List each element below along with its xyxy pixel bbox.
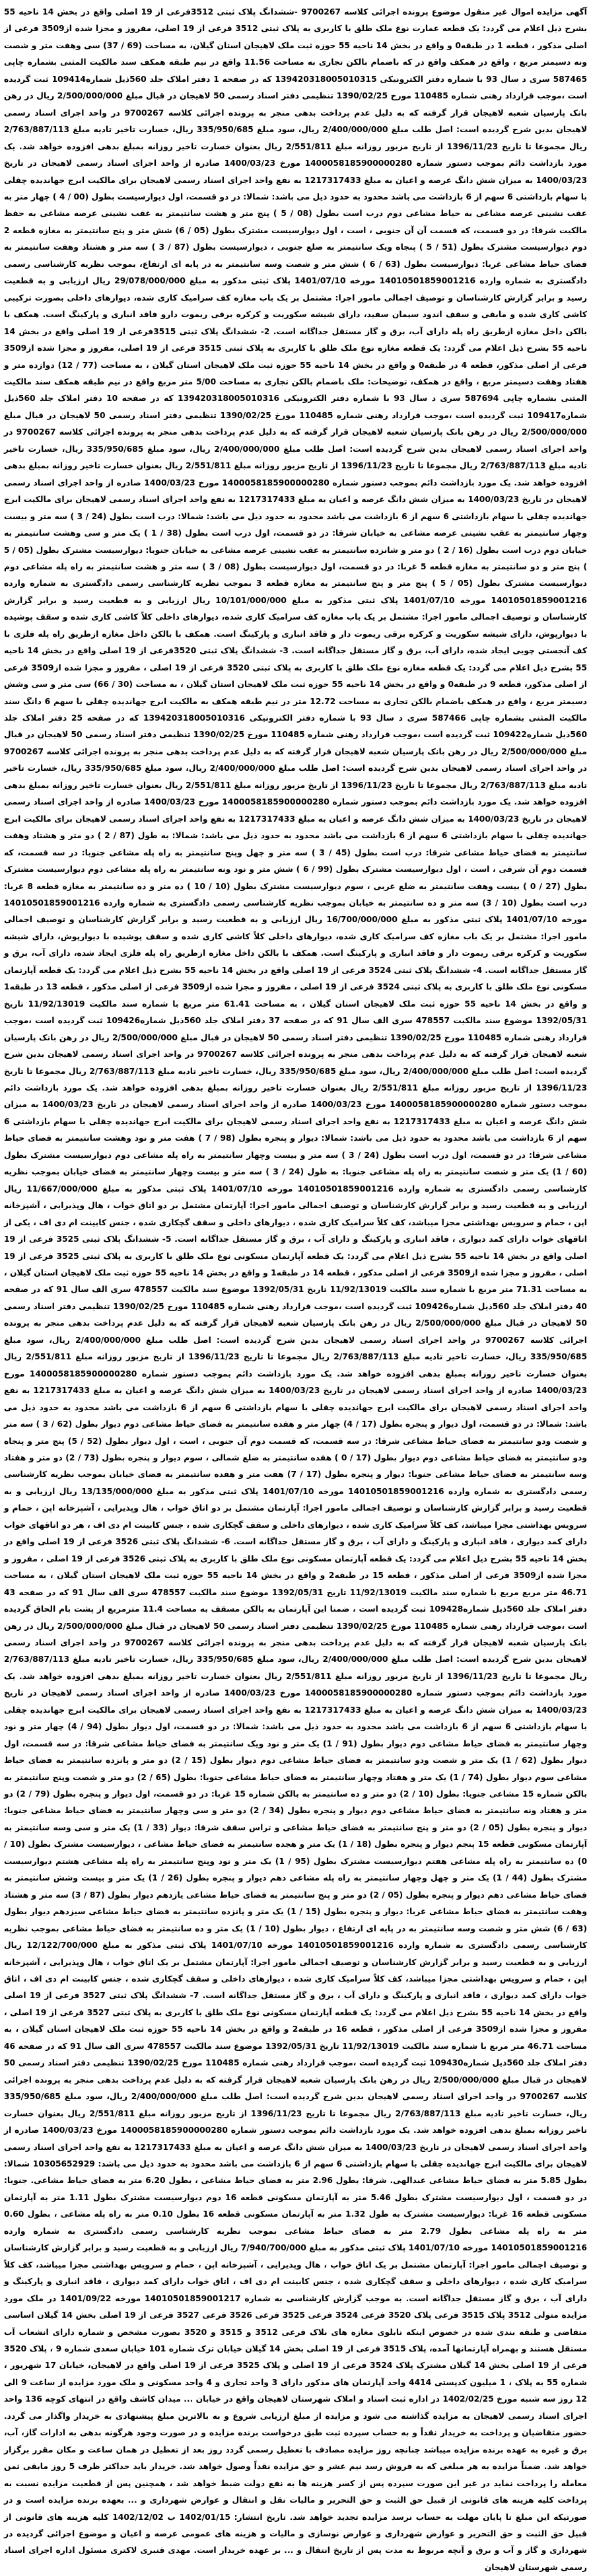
auction-notice-text: آگهی مزایده اموال غیر منقول موضوع پرونده اجرائی کلاسه 9700267 -ششدانگ پلاک ثبتی 3512فرعی از 19 اصلی واقع در بخش 14 ناحیه 55 بشرح ذیل اعلام می گردد: یک قطعه عمارت نوع ملک طلق با کاربری به پلاک ثبتی 3512 فرعی از 19 اصلی، مفروز و مجزا شده از3509 فرعی از اصلی مذکور ، قطعه 1 در طبقه0 و واقع در بخش 14 ناحیه 55 حوزه ثبت ملک لاهیجان استان گیلان، به مساحت (69 / 37) سی وهفت متر و شصت ونه دسیمتر مربع ، واقع در همکف واقع در که باضمام بالکن تجاری به مساحت 11.56 واقع در نیم طبقه همکف سند مالکیت المثنی بشماره چاپی 587465 سری د سال 93 با شماره دفتر الکترونیکی 139420318005010315 که در صفحه 1 دفتر املاک جلد 560ذیل شماره109414 ثبت گردیده است ،موجب قرارداد رهنی شماره 110485 مورخ 1390/02/25 تنظیمی دفتر اسناد رسمی 50 لاهیجان در قبال مبلغ 2/500/000/000 ریال در رهن بانک پارسیان شعبه لاهیجان قرار گرفته که به دلیل عدم پرداخت بدهی منجر به پرونده اجرائی کلاسه 9700267 در واحد اجرای اسناد رسمی لاهیجان بدین شرح گردیده است: اصل طلب مبلغ 2/400/000/000 ریال، سود مبلغ 335/950/685 ریال، خسارت تاخیر تادیه مبلغ 2/763/887/113 ریال مجموعا تا تاریخ 1396/11/23 از تاریخ مزبور روزانه مبلغ 2/551/811 ریال بعنوان خسارت تاخیر روزانه بمبلغ بدهی افزوده خواهد شد. یک مورد بازداشت دائم بموجب دستور شماره 1400058185900000280 مورخ 1400/03/23 صادره از واحد اجرای اسناد رسمی لاهیجان در تاریخ 1400/03/23 به میزان شش دانگ عرصه و اعیان به مبلغ 1217317433 به نفع واحد اجرای اسناد رسمی لاهیجان برای مالکیت ابرج جهاندیده چقلی با سهام بازداشتی 6 سهم از 6 بازداشت می باشد محدود به حدود ذیل می باشد: شمالا: در دو قسمت، اول دیوارسیست بطول (00 / 4 ) چهار متر به عقب نشینی عرصه مشاعی به حیاط مشاعی دوم درب است بطول (08 / 5 ) پنج متر و هشت سانتیمتر به عقب نشینی عرصه مشاعی به حفظ مالکیت شرقا: در دو قسمت، که قسمت آن آن جنوبی ، است ، اول دیوارسیست مشترک بطول (05 / 6) شش متر و پنج سانتیمتر به مغازه قطعه 2 دوم دیوارسیست مشترک بطول (51 / 5 ) پنجاه ویک سانتیمتر به ضلع جنوبی ، دیوارسیست بطول (87 / 3 ) سه متر و هشتاد وهفت سانتیمتر به فضای حیاط مشاعی غربا: دیوارسیست بطول (63 / 6 ) شش متر و شصت وسه سانتیمتر به در پایه ای ارتفاع، بموجب نظریه کارشناسی رسمی دادگستری به شماره وارده 14010501859001216 مورخه 1401/07/10 پلاک ثبتی مذکور به مبلغ 29/078/000/000 ریال ارزیابی و به قطعیت رسید و برابر گزارش کارشناسان و توصیف اجمالی مامور اجرا: مشتمل بر یک باب مغازه کف سرامیک کاری شده، دیوارهای داخلی بصورت ترکیبی کاشی کاری شده و مابقی و سقف اندود سیمان سفید، دارای شیشه سکوریت و کرکره برقی ریموت دارو فاقد انباری و پارکینگ است. همکف با بالکن داخل مغازه ازطریق راه پله دارای آب، برق و گاز مستقل جداگانه است. 2- ششدانگ پلاک ثبتی 3515فرعی از 19 اصلی واقع در بخش 14 ناحیه 55 بشرح ذیل اعلام می گردد: یک قطعه مغازه نوع ملک طلق با کاربری به پلاک ثبتی 3515 فرعی از 19 اصلی، مفروز و مجزا شده از3509 فرعی از اصلی مذکور، قطعه 4 در طبقه0 و واقع در بخش 14 ناحیه 55 حوزه ثبت ملک لاهیجان استان گیلان ، به مساحت (77 / 12) دوازده متر و هفتاد وهفت دسیمتر مربع ، واقع در همکف، توضیحات: ملک باضمام بالکن تجاری به مساحت 5/00 متر مربع واقع در نیم طبقه همکف سند مالکیت المثنی بشماره چاپی 587694 سری د سال 93 با شماره دفتر الکترونیکی 139420318005010316 که در صفحه 10 دفتر املاک جلد 560ذیل شماره109417 ثبت گردیده است ،موجب قرارداد رهنی شماره 110485 مورخ 1390/02/25 تنظیمی دفتر اسناد رسمی 50 لاهیجان در قبال مبلغ 2/500/000/000 ریال در رهن بانک پارسیان شعبه لاهیجان قرار گرفته که به دلیل عدم پرداخت بدهی منجر به پرونده اجرائی کلاسه 9700267 در واحد اجرای اسناد رسمی لاهیجان بدین شرح گردیده است: اصل طلب مبلغ 2/400/000/000 ریال، سود مبلغ 335/950/685 ریال، خسارت تاخیر تادیه مبلغ 2/763/887/113 ریال مجموعا تا تاریخ 1396/11/23 از تاریخ مزبور روزانه مبلغ 2/551/811 ریال بعنوان خسارت تاخیر روزانه بمبلغ بدهی افزوده خواهد شد. یک مورد بازداشت دائم بموجب دستور شماره 1400058185900000280 مورخ 1400/03/23 صادره از واحد اجرای اسناد رسمی لاهیجان در تاریخ 1400/03/23 به میزان شش دانگ عرصه و اعیان به مبلغ 1217317433 به نفع واحد اجرای اسناد رسمی لاهیجان برای مالکیت ابرج جهاندیده چقلی با سهام بازداشتی 6 سهم از 6 بازداشت می باشد محدود به حدود ذیل می باشد: شمالا: درب است بطول (24 / 3 ) سه متر و بیست وچهار سانتیمتر به عقب نشینی عرصه مشاعی به خیابان شرقا: در دو قسمت، اول درب است بطول (38 / 1 ) یک متر و سی وهشت سانتیمتر به خیابان دوم درب است بطول (16 / 2 ) دو متر و شانزده سانتیمتر به عقب نشینی عرصه مشاعی به خیابان جنوبا: دیوارسیست مشترک بطول (05 / 5 ) پنج متر و دو سانتیمتر به مغازه قطعه 5 غربا: در دو قسمت، اول دیوارسیست بطول (08 / 3 ) سه متر و هشت سانتیمتر به راه پله مشاعی دوم دیوارسیست مشترک بطول (05 / 5 ) پنج متر و پنج سانتیمتر به مغازه قطعه 3 بموجب نظریه کارشناسی رسمی دادگستری به شماره وارده 14010501859001216 مورخه 1401/07/10 پلاک ثبتی مذکور به مبلغ 10/101/000/000 ریال ارزیابی و به قطعیت رسید و برابر گزارش کارشناسان و توصیف اجمالی مامور اجرا: مشتمل بر یک باب مغازه کف سرامیک کاری شده، دیوارهای داخلی کلاً کاشی کاری شده و سقف پوشیده با دیوارپوش، دارای شیشه سکوریت و کرکره برقی ریموت دار و فاقد انباری و پارکینگ است. همکف با بالکن داخل مغازه ازطریق راه پله فلزی با کف آنجستی چوبی ایجاد شده، دارای آب، برق و گاز مستقل جداگانه است. 3- ششدانگ پلاک ثبتی 3520فرعی از 19 اصلی واقع در بخش 14 ناحیه 55 بشرح ذیل اعلام می گردد: یک قطعه مغازه نوع ملک طلق با کاربری به پلاک ثبتی 3520 فرعی از 19 اصلی ، مفروز و مجزا شده از3509 فرعی از اصلی مذکور، قطعه 9 در طبقه0 و واقع در بخش 14 ناحیه 55 حوزه ثبت ملک لاهیجان استان گیلان ، به مساحت (30 / 66) سی متر و سی وشش دسیمتر مربع ، واقع در همکف باضمام بالکن تجاری به مساحت 12.72 متر در نیم طبقه همکف به مالکیت ابرج جهاندیده چقلی با سهم 6 دانگ سند مالکیت المثنی بشماره چاپی 587466 سری د سال 93 با شماره دفتر الکترونیکی 139420318005010316 که در صفحه 25 دفتر املاک جلد 560ذیل شماره109422 ثبت گردیده است ،موجب قرارداد رهنی شماره 110485 مورخ 1390/02/25 تنظیمی دفتر اسناد رسمی 50 لاهیجان در قبال مبلغ 2/500/000/000 ریال در رهن بانک پارسیان شعبه لاهیجان قرار گرفته که به دلیل عدم پرداخت بدهی منجر به پرونده اجرائی کلاسه 9700267 در واحد اجرای اسناد رسمی لاهیجان بدین شرح گردیده است: اصل طلب مبلغ 2/400/000/000 ریال، سود مبلغ 335/950/685 ریال، خسارت تاخیر تادیه مبلغ 2/763/887/113 ریال مجموعا تا تاریخ 1396/11/23 از تاریخ مزبور روزانه مبلغ 2/551/811 ریال بعنوان خسارت تاخیر روزانه بمبلغ بدهی افزوده خواهد شد. یک مورد بازداشت دائم بموجب دستور شماره 1400058185900000280 مورخ 1400/03/23 صادره از واحد اجرای اسناد رسمی لاهیجان در تاریخ 1400/03/23 به میزان شش دانگ عرصه و اعیان به مبلغ 1217317433 به نفع واحد اجرای اسناد رسمی لاهیجان برای مالکیت ابرج جهاندیده چقلی با سهام بازداشتی 6 سهم از 6 بازداشت می باشد محدود به حدود ذیل می باشد: شمالا: به طول (87 / 2 ) دو متر و هشتاد وهفت سانتیمتر به فضای حیاط مشاعی شرقا: درب است بطول (45 / 3 ) سه متر و چهل وپنج سانتیمتر به راه پله مشاعی جنوبا: در سه قسمت، که قسمت دوم آن شرقی ، است ، اول دیوارسیست مشترک بطول (99 / 6 ) شش متر و نود ونه سانتیمتر به راه پله مشاعی دوم دیوارسیست مشترک بطول (27 / 0 ) بیست وهفت سانتیمتر به ضلع غربی ، سوم دیوارسیست مشترک بطول (10 / 10 ) ده متر و ده سانتیمتر به مغازه قطعه 8 غربا: درب است بطول (10 / 3) سه متر و ده سانتیمتر به خیابان بموجب نظریه کارشناسی رسمی دادگستری به شماره وارده 14010501859001216 مورخه 1401/07/10 پلاک ثبتی مذکور به مبلغ 16/700/000/000 ریال ارزیابی و به قطعیت رسید و برابر گزارش کارشناسان و توصیف اجمالی مامور اجرا: مشتمل بر یک باب مغازه کف سرامیک کاری شده، دیوارهای داخلی کلاً کاشی کاری شده و سقف پوشیده با دیوارپوش، دارای شیشه سکوریت و کرکره برقی ریموت دار و فاقد انباری و پارکینگ است. همکف با بالکن داخل مغازه ازطریق راه پله فلزی ایجاد شده، دارای آب، برق و گاز مستقل جداگانه است. 4- ششدانگ پلاک ثبتی 3524 فرعی از 19 اصلی واقع در بخش 14 ناحیه 55 بشرح ذیل اعلام می گردد: یک قطعه آپارتمان مسکونی نوع ملک طلق با کاربری به پلاک ثبتی 3524 فرعی از 19 اصلی ، مفروز و مجزا شده از3509 فرعی از اصلی مذکور ، قطعه 13 در طبقه1 و واقع در بخش 14 ناحیه 55 حوزه ثبت ملک لاهیجان استان گیلان ، به مساحت 61.41 متر مربع با شماره سند مالکیت 11/92/13019 تاریخ 1392/05/31 موضوع سند مالکیت 478557 سری الف سال 91 که در صفحه 37 دفتر املاک جلد 560ذیل شماره109426 ثبت گردیده است ،موجب قرارداد رهنی شماره 110485 مورخ 1390/02/25 تنظیمی دفتر اسناد رسمی 50 لاهیجان در قبال مبلغ 2/500/000/000 ریال در رهن بانک پارسیان شعبه لاهیجان قرار گرفته که به دلیل عدم پرداخت بدهی منجر به پرونده اجرائی کلاسه 9700267 در واحد اجرای اسناد رسمی لاهیجان بدین شرح گردیده است: اصل طلب مبلغ 2/400/000/000 ریال، سود مبلغ 335/950/685 ریال، خسارت تاخیر تادیه مبلغ 2/763/887/113 ریال مجموعا تا تاریخ 1396/11/23 از تاریخ مزبور روزانه مبلغ 2/551/811 ریال بعنوان خسارت تاخیر روزانه بمبلغ بدهی افزوده خواهد شد. یک مورد بازداشت دائم بموجب دستور شماره 1400058185900000280 مورخ 1400/03/23 صادره از واحد اجرای اسناد رسمی لاهیجان در تاریخ 1400/03/23 به میزان شش دانگ عرصه و اعیان به مبلغ 1217317433 به نفع واحد اجرای اسناد رسمی لاهیجان برای مالکیت ابرج جهاندیده چقلی با سهام بازداشتی 6 سهم از 6 بازداشت می باشد محدود به حدود ذیل می باشد: شمالا: دیوار و پنجره بطول (98 / 7 ) هفت متر و نود وهشت سانتیمتر به فضای حیاط مشاعی شرقا: در دو قسمت، اول درب است بطول (24 / 3 ) سه متر و بیست وچهار سانتیمتر به راه پله مشاعی دوم دیوارسیست مشترک بطول (60 / 1) یک متر و شصت سانتیمتر به راه پله مشاعی جنوبا: به طول (24 / 3 ) سه متر و بیست وچهار سانتیمتر به فضای خیابان بموجب نظریه کارشناسی رسمی دادگستری به شماره وارده 14010501859001216 مورخه 1401/07/10 پلاک ثبتی مذکور به مبلغ 11/667/000/000 ریال ارزیابی و به قطعیت رسید و برابر گزارش کارشناسان و توصیف اجمالی مامور اجرا: آپارتمان مشتمل بر دو اتاق خواب ، هال وپذیرایی ، آشپزخانه اپن ، حمام و سرویس بهداشتی مجزا میباشد، کف کلاً سرامیک کاری شده ، دیوارهای داخلی و سقف گچکاری شده ، جنس کابینت ام دی اف ، یکی از اتاقهای خواب دارای کمد دیواری ، فاقد انباری و پارکینگ و دارای آب ، برق و گاز مستقل جداگانه است. 5- ششدانگ پلاک ثبتی 3525 فرعی از 19 اصلی واقع در بخش 14 ناحیه 55 بشرح ذیل اعلام می گردد: یک قطعه آپارتمان مسکونی نوع ملک طلق با کاربری به پلاک ثبتی 3525 فرعی از 19 اصلی ، مفروز و مجزا شده از3509 فرعی از اصلی مذکور ، قطعه 14 در طبقه1 و واقع در بخش 14 ناحیه 55 حوزه ثبت ملک لاهیجان استان گیلان ، به مساحت 71.31 متر مربع با شماره سند مالکیت 11/92/13019 تاریخ 1392/05/31 موضوع سند مالکیت 478557 سری الف سال 91 که در صفحه 40 دفتر املاک جلد 560ذیل شماره109426 ثبت گردیده است ،موجب قرارداد رهنی شماره 110485 مورخ 1390/02/25 تنظیمی دفتر اسناد رسمی 50 لاهیجان در قبال مبلغ 2/500/000/000 ریال در رهن بانک پارسیان شعبه لاهیجان قرار گرفته که به دلیل عدم پرداخت بدهی منجر به پرونده اجرائی کلاسه 9700267 در واحد اجرای اسناد رسمی لاهیجان بدین شرح گردیده است: اصل طلب مبلغ 2/400/000/000 ریال، سود مبلغ 335/950/685 ریال، خسارت تاخیر تادیه مبلغ 2/763/887/113 ریال مجموعا تا تاریخ 1396/11/23 از تاریخ مزبور روزانه مبلغ 2/551/811 ریال بعنوان خسارت تاخیر روزانه بمبلغ بدهی افزوده خواهد شد. یک مورد بازداشت دائم بموجب دستور شماره 1400058185900000280 مورخ 1400/03/23 صادره از واحد اجرای اسناد رسمی لاهیجان در تاریخ 1400/03/23 به میزان شش دانگ عرصه و اعیان به مبلغ 1217317433 به نفع واحد اجرای اسناد رسمی لاهیجان برای مالکیت ابرج جهاندیده چقلی با سهام بازداشتی 6 سهم از 6 بازداشت می باشد محدود به حدود ذیل می باشد: شمالا: در دو قسمت، اول دیوار و پنجره بطول (17 / 4) چهار متر و هفده سانتیمتر به فضای حیاط مشاعی دوم دیوار بطول (62 / 3 ) سه متر و شصت ودو سانتیمتر به فضای حیاط مشاعی شرقا: در سه قسمت، که قسمت دوم آن جنوبی ، است ، اول دیوار بطول (52 / 5) پنج متر و پنجاه ودو سانتیمتر به فضای حیاط مشاعی دوم دیوار بطول (17 / 0 ) هفده سانتیمتر به ضلع شمالی ، سوم دیوار و پنجره بطول (73 / 2) دو متر و هفتاد وسه سانتیمتر به فضای حیاط مشاعی جنوبا: دیوار و پنجره بطول (17 / 7) هفت متر و هفده سانتیمتر به فضای خیابان بموجب نظریه کارشناسی رسمی دادگستری به شماره وارده 14010501859001216 مورخه 1401/07/10 پلاک ثبتی مذکور به مبلغ 13/135/000/000 ریال ارزیابی و به قطعیت رسید و برابر گزارش کارشناسان و توصیف اجمالی مامور اجرا: آپارتمان مشتمل بر دو اتاق خواب ، هال وپذیرایی ، آشپزخانه اپن ، حمام و سرویس بهداشتی مجزا میباشد، کف کلاً سرامیک کاری شده ، دیوارهای داخلی و سقف گچکاری شده ، جنس کابینت ام دی اف ، هر دو اتاقهای خواب دارای کمد دیواری ، فاقد انباری و پارکینگ و دارای آب ، برق و گاز مستقل جداگانه است. 6- ششدانگ پلاک ثبتی 3526 فرعی از 19 اصلی واقع در بخش 14 ناحیه 55 بشرح ذیل اعلام می گردد: یک قطعه آپارتمان مسکونی نوع ملک طلق با کاربری به پلاک ثبتی 3526 فرعی از 19 اصلی ، مفروز و مجزا شده از3509 فرعی از اصلی مذکور ، قطعه 15 در طبقه2 و واقع در بخش 14 ناحیه 55 حوزه ثبت ملک لاهیجان استان گیلان ، به مساحت 46.71 متر مربع مربع با شماره سند مالکیت 11/92/13019 تاریخ 1392/05/31 موضوع سند مالکیت 478557 سری الف سال 91 که در صفحه 43 دفتر املاک جلد 560ذیل شماره109428 ثبت گردیده است ، ضمنا این آپارتمان به بالکن مسقف به مساحت 11.4 مترمربع از پشت بام الحاق گردیده است ،موجب قرارداد رهنی شماره 110485 مورخ 1390/02/25 تنظیمی دفتر اسناد رسمی 50 لاهیجان در قبال مبلغ 2/500/000/000 ریال در رهن بانک پارسیان شعبه لاهیجان قرار گرفته که به دلیل عدم پرداخت بدهی منجر به پرونده اجرائی کلاسه 9700267 در واحد اجرای اسناد رسمی لاهیجان بدین شرح گردیده است: اصل طلب مبلغ 2/400/000/000 ریال، سود مبلغ 335/950/685 ریال، خسارت تاخیر تادیه مبلغ 2/763/887/113 ریال مجموعا تا تاریخ 1396/11/23 از تاریخ مزبور روزانه مبلغ 2/551/811 ریال بعنوان خسارت تاخیر روزانه بمبلغ بدهی افزوده خواهد شد. یک مورد بازداشت دائم بموجب دستور شماره 1400058185900000280 مورخ 1400/03/23 صادره از واحد اجرای اسناد رسمی لاهیجان در تاریخ 1400/03/23 به میزان شش دانگ عرصه و اعیان به مبلغ 1217317433 به نفع واحد اجرای اسناد رسمی لاهیجان برای مالکیت ابرج جهاندیده چقلی با سهام بازداشتی 6 سهم از 6 بازداشت می باشد محدود به حدود ذیل می باشد: شمالا: در دو قسمت، اول دیوار بطول (94 / 4) چهار متر و نود وچهار سانتیمتر به فضای حیاط مشاعی دوم دیوار بطول (91 / 1) یک متر و نود ویک سانتیمتر به فضای حیاط مشاعی شرقا: در سه قسمت، اول دیوار بطول (62 / 1) یک متر و شصت ودو سانتیمتر به فضای حیاط مشاعی دوم دیوار بطول (15 / 2) دو متر و پانزده سانتیمتر به فضای حیاط مشاعی سوم دیوار بطول (74 / 1) یک متر و هفتاد وچهار سانتیمتر به فضای حیاط مشاعی جنوبا: بطول (65 / 2) دو متر و شصت وپنج سانتیمتر به بالکن شماره 15 مشاعی جنوبا: بطول (10 / 2) دو متر و ده سانتیمتر به بالکن شماره 15 غربا: در دو قسمت، اول دیوار و پنجره بطول (79 / 2) دو متر و هفتاد ونه سانتیمتر به فضای حیاط مشاعی دوم دیوار و پنجره بطول (34 / 2) دو متر و سی وچهار سانتیمتر به فضای حیاط مشاعی جنوبا: دیوار و پنجره بطول (05 / 2) دو متر و پنج سانتیمتر به فضای حیاط مشاعی و تراس سقف شرقا: دیوار (33 / 1) یک متر و سی وسه سانتیمتر به آپارتمان مسکونی قطعه 15 پنجم دیوار و پنجره بطول (18 / 1) یک متر و هجده سانتیمتر به فضای حیاط مشاعی ، دیوارسیست مشترک بطول (10 / 0) ده سانتیمتر به راه پله مشاعی هفتم دیوارسیست مشترک بطول (95 / 1) یک متر و نود وپنج سانتیمتر به راه پله مشاعی هشتم دیوارسیست مشترک بطول (44 / 1) یک متر و چهل وچهار سانتیمتر به راه پله مشاعی دهم دیوار و پنجره بطول (26 / 1) یک متر و بیست وشش سانتیمتر به فضای حیاط مشاعی دهم دیوار و پنجره بطول (05 / 2) دو متر و پنج سانتیمتر به فضای حیاط مشاعی یازدهم دیوار بطول (87 / 3) سه متر و هشتاد وهفت سانتیمتر به فضای حیاط مشاعی غربا: دیوار و پنجره بطول (15 / 1) یک متر و پانزده سانتیمتر به فضای حیاط مشاعی سیزدهم دیوار بطول (63 / 6) شش متر و شصت وسه سانتیمتر به در پایه ای ارتفاع ، دیوار بطول (10 / 1) یک متر و ده سانتیمتر به فضای حیاط مشاعی بموجب نظریه کارشناسی رسمی دادگستری به شماره وارده 14010501859001216 مورخه 1401/07/10 پلاک ثبتی مذکور به مبلغ 12/122/700/000 ریال ارزیابی و به قطعیت رسید و برابر گزارش کارشناسان و توصیف اجمالی مامور اجرا: آپارتمان مشتمل بر یک اتاق خواب ، هال وپذیرایی ، آشپزخانه اپن ، حمام و سرویس بهداشتی مجزا میباشد، کف کلاً سرامیک کاری شده ، دیوارهای داخلی و سقف گچکاری شده ، جنس کابینت ام دی اف ، اتاق خواب دارای کمد دیواری ، فاقد انباری و پارکینگ و دارای آب ، برق و گاز مستقل جداگانه است. 7- ششدانگ پلاک ثبتی 3527 فرعی از 19 اصلی واقع در بخش 14 ناحیه 55 بشرح ذیل اعلام می گردد: یک قطعه آپارتمان مسکونی نوع ملک طلق با کاربری به پلاک ثبتی 3527 فرعی از 19 اصلی ، مفروز و مجزا شده از3509 فرعی از اصلی مذکور ، قطعه 16 در طبقه2 و واقع در بخش 14 ناحیه 55 حوزه ثبت ملک لاهیجان استان گیلان ، به مساحت 46.71 متر مربع با شماره سند مالکیت 11/92/13019 تاریخ 1392/05/31 موضوع سند مالکیت 478557 سری الف سال 91 که در صفحه 46 دفتر املاک جلد 560ذیل شماره109430 ثبت گردیده است ،موجب قرارداد رهنی شماره 110485 مورخ 1390/02/25 تنظیمی دفتر اسناد رسمی 50 لاهیجان در قبال مبلغ 2/500/000/000 ریال در رهن بانک پارسیان شعبه لاهیجان قرار گرفته که به دلیل عدم پرداخت بدهی منجر به پرونده اجرائی کلاسه 9700267 در واحد اجرای اسناد رسمی لاهیجان بدین شرح گردیده است: اصل طلب مبلغ 2/400/000/000 ریال، سود مبلغ 335/950/685 ریال، خسارت تاخیر تادیه مبلغ 2/763/887/113 ریال مجموعا تا تاریخ 1396/11/23 از تاریخ مزبور روزانه مبلغ 2/551/811 ریال بعنوان خسارت تاخیر روزانه بمبلغ بدهی افزوده خواهد شد. یک مورد بازداشت دائم بموجب دستور شماره 1400058185900000280 مورخ 1400/03/23 صادره از واحد اجرای اسناد رسمی لاهیجان در تاریخ 1400/03/23 به میزان شش دانگ عرصه و اعیان به مبلغ 1217317433 به نفع واحد اجرای اسناد رسمی لاهیجان برای مالکیت ابرج جهاندیده چقلی با سهام بازداشتی 6 سهم از 6 بازداشت می باشد محدود به حدود ذیل می باشد: 10305652929 شمالا: بطول 5.85 متر به فضای حیاط مشاعی عبدالهی. شرقا: بطول 2.96 متر به فضای حیاط مشاعی ، بطول 6.20 متر به فضای حیاط مشاعی. جنوبا: در دو قسمت ، اول دیوارسیست مشترک بطول 5.46 متر به آپارتمان مسکونی قطعه 16 دوم دیوارسیست مشترک بطول 1.11 متر به آپارتمان مسکونی قطعه 16 غربا: دیوارسیست مشترک به طول 1.32 متر به آپارتمان مسکونی قطعه 16 بطول 0.10 متر به راه پله مشاعی ، بطول 0.60 متر به راه پله مشاعی بطول 2.79 متر به فضای حیاط مشاعی بموجب نظریه کارشناسی رسمی دادگستری به شماره وارده 14010501859001216 مورخه 1401/07/10 پلاک ثبتی مذکور به مبلغ 7/940/700/000 ریال ارزیابی و به قطعیت رسید و برابر گزارش کارشناسان و توصیف اجمالی مامور اجرا: آپارتمان مشتمل بر یک اتاق خواب ، هال وپذیرایی ، آشپزخانه اپن ، حمام و سرویس بهداشتی مجزا میباشد، کف کلاً سرامیک کاری شده ، دیوارهای داخلی و سقف گچکاری شده ، جنس کابینت ام دی اف ، اتاق خواب دارای کمد دیواری ، فاقد انباری و پارکینگ و دارای آب ، برق و گاز مستقل جداگانه است. به موجب گزارش کارشناسی به شماره 14010501859001217 مورخه 1401/09/22 در ملک مورد مزایده متولی 3512 پلاک 3515 فرعی پلاک 3520 فرعی 3524 فرعی 3525 فرعی 3526 فرعی 3527 فرعی از 19 اصلی بخش 14 گیلان اساسی متقاضی و طبقه بندی شده در خصوص اینکه نابلوی مغازه های بلاک فرعی 3512 و 3515 و 3520 بصورت مشخص و شماره دارای انشعاب آب مستقل هستند و بهمراه آپارتمانها آمده، پلاک 3515 فرعی از 19 اصلی بخش 14 گیلان خیابان ترک شماره 101 خیابان سعدی شماره 9 ، پلاک 3520 فرعی از 19 اصلی بخش 14 گیلان مشترک پلاک 3524 فرعی از 19 اصلی و پلاک 3525 فرعی از 19 اصلی واقع در لاهیجان، خیابان 17 شهریور ، شماره 55 به پلاک ، 1 میلیون کدپستی 4414 واحد آپارتمان های مذکور دارای 3 واحد تجاری و 4 واحد مسکونی و ملک مورد مزایده از ساعت 9 الی 12 روز سه شنبه مورخ 1402/02/25 در اداره ثبت اسناد و املاک شهرستان لاهیجان واقع در خیابان ... میدان کاشف واقع در انتهای کوچه 136 واحد اجرای اسناد رسمی لاهیجان به مزایده گذاشته می شود و مزایده از مبلغ ارزیابی شروع و به بالاترین مبلغ پیشنهادی به خریدار واگذار می گردد. حضور متقاضیان و پرداخت به خریدار نقداً و به حساب سپرده ثبت طبق درخواست برنده مزایده و در صورت وجود هرگونه بدهی به ادارات گاز، آب، برق و غیره به عهده برنده مزایده میباشد چنانچه روز مزایده مصادف با تعطیل رسمی گردد روز بعد از تعطیل در همان ساعت و مکان مقرر برگزار خواهد شد. ضمناً مزایده به هر مبلغی که به فروش رسد نیم عشر و حق مزایده نقداً وصول خواهد شد. خریدار باید حداکثر ظرف 5 روز مابقی ثمن معامله را پرداخت نماید در غیر این صورت سپرده پس از کسر هزینه ها به نفع دولت ضبط خواهد شد ، همچنین پس از قطعیت مزایده نسبت به پرداخت کلیه هزینه های قانونی از قبیل حق الثبت و حق التحریر و مالیات نقل و انتقال و عوارض شهرداری و ... بعهده برنده مزایده است و در صورتیکه این مبلغ تا پایان مهلت به حساب نرسد مزایده تجدید خواهد شد. تاریخ انتشار: 1402/01/15 ب 1402/12/02 کلیه هزینه های قانونی از قبیل حق الثبت و حق التحریر و عوارض شهرداری و عوارض نوسازی و مالیات و هزینه های عمومی عرصه و اعیان و موضوع اجرائی گردیده در شهرداری و گاز و آب و برق و آنچه مربوط به مدت پس از تاریخ انتقال و ... بر عهده خریدار است. مهدی قنبری لاکتری مسئول اداره اجرای اسناد رسمی شهرستان لاهیجان xyxy=(4,7,588,2572)
